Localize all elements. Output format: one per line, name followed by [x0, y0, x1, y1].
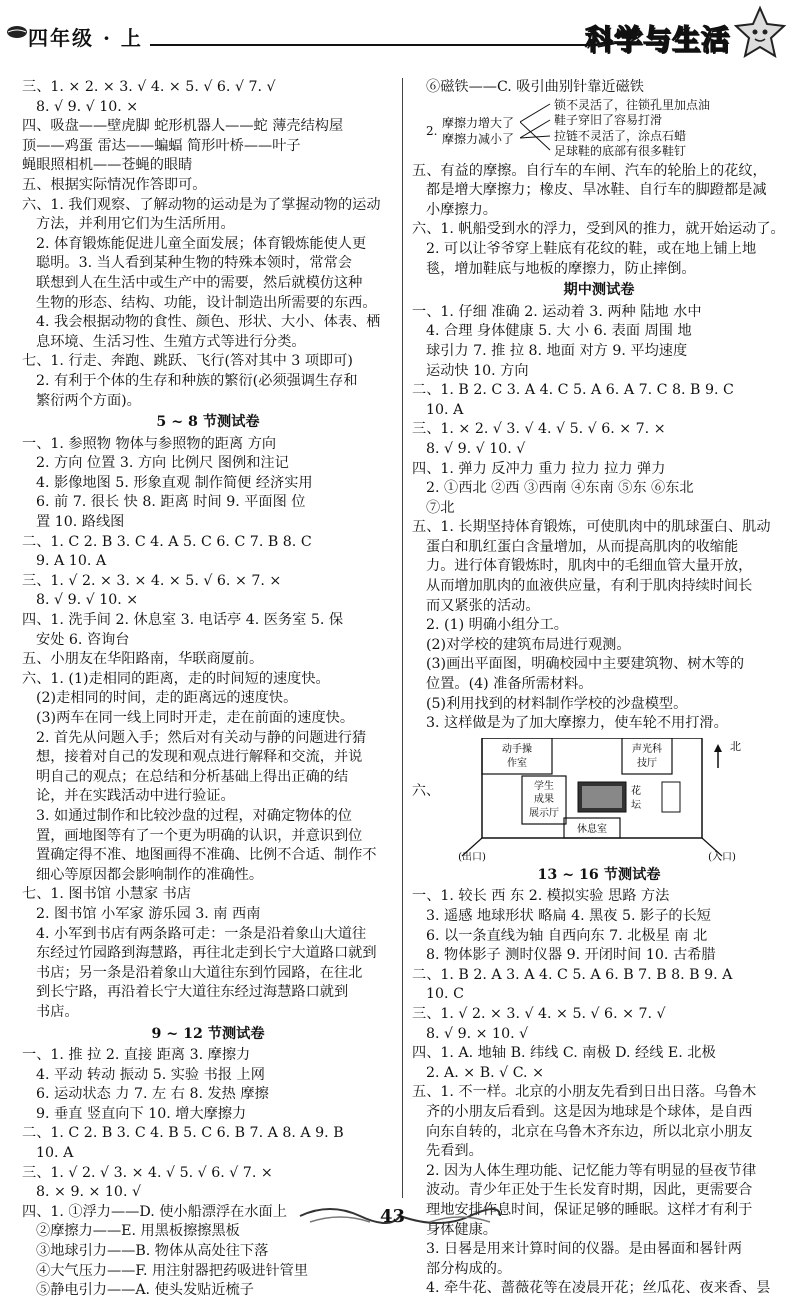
section-heading: 5 ~ 8 节测试卷: [156, 414, 260, 431]
answer-line: 四、1. 洗手间 2. 休息室 3. 电话亭 4. 医务室 5. 保: [22, 612, 344, 629]
column-divider: [402, 78, 403, 1198]
answer-line: 想，接着对自己的发现和观点进行解释和交流，并说: [36, 749, 363, 766]
answer-line: 小摩擦力。: [426, 201, 497, 218]
answer-line: 9. A 10. A: [36, 553, 107, 570]
north-label: 北: [730, 739, 741, 753]
grade-label: 四年级 · 上: [28, 26, 143, 50]
room-hands-on-2: 作室: [507, 757, 527, 769]
answer-line: 蝇眼照相机——苍蝇的眼睛: [22, 157, 193, 174]
leaf-icon: [6, 24, 28, 40]
star-mascot-icon: [732, 4, 788, 64]
answer-line: 而又紧张的活动。: [426, 597, 540, 614]
room-student-1: 学生: [534, 780, 554, 792]
room-rest: 休息室: [577, 823, 607, 835]
answer-line: 到长宁路，再沿着长宁大道往东经过海慧路口就到: [36, 984, 349, 1001]
answer-line: 一、1. 参照物 物体与参照物的距离 方向: [22, 435, 277, 452]
answer-line: 四、1. 弹力 反冲力 重力 拉力 拉力 弹力: [412, 460, 666, 477]
answer-line: 毯，增加鞋底与地板的摩擦力，防止摔倒。: [426, 260, 696, 277]
answer-line: 3. 日晷是用来计算时间的仪器。是由晷面和晷针两: [426, 1241, 742, 1258]
answer-line: 2. 图书馆 小军家 游乐园 3. 南 西南: [36, 905, 261, 922]
answer-line: 2. ①西北 ②西 ③西南 ④东南 ⑤东 ⑥东北: [426, 480, 694, 497]
answer-line: (2)对学校的建筑布局进行观测。: [426, 636, 631, 653]
right-mid-block: [412, 162, 786, 734]
answer-line: ④大气压力——F. 用注射器把药吸进针管里: [36, 1262, 309, 1279]
answer-line: 4. 影像地图 5. 形象直观 制作简便 经济实用: [36, 474, 313, 491]
answer-line: 论，并在实践活动中进行验证。: [36, 788, 235, 805]
match-right-4: 足球鞋的底部有很多鞋钉: [554, 143, 687, 158]
right-top-block: [412, 78, 786, 98]
answer-line: 8. √ 9. √ 10. ×: [36, 592, 139, 609]
answer-line: 繁衍两个方面)。: [36, 392, 141, 409]
answer-line: 2. (1) 明确小组分工。: [426, 617, 568, 634]
answer-line: 一、1. 较长 西 东 2. 模拟实验 思路 方法: [412, 888, 670, 905]
room-student-3: 展示厅: [529, 807, 559, 819]
room-student-2: 成果: [534, 793, 554, 805]
answer-line: 身体健康。: [426, 1221, 497, 1238]
answer-line: 二、1. C 2. B 3. C 4. B 5. C 6. B 7. A 8. A 9. B: [22, 1125, 344, 1142]
answer-line: 理地安排作息时间，保证足够的睡眠。这样才有利于: [426, 1201, 753, 1218]
answer-line: 五、根据实际情况作答即可。: [22, 176, 207, 193]
answer-line: 8. × 9. × 10. √: [36, 1184, 141, 1201]
answer-line: 部分构成的。: [426, 1260, 512, 1277]
answer-line: 2. A. × B. √ C. ×: [426, 1064, 544, 1081]
answer-line: 4. 平动 转动 振动 5. 实验 书报 上网: [36, 1066, 265, 1083]
answer-line: 五、1. 长期坚持体育锻炼，可使肌肉中的肌球蛋白、肌动: [412, 519, 771, 536]
answer-line: 8. √ 9. √ 10. √: [426, 440, 526, 457]
answer-line: 4. 小军到书店有两条路可走：一条是沿着象山大道往: [36, 925, 367, 942]
answer-line: 10. C: [426, 986, 464, 1003]
answer-line: 位置。(4) 准备所需材料。: [426, 676, 593, 693]
answer-line: 四、吸盘——壁虎脚 蛇形机器人——蛇 薄壳结构屋: [22, 118, 344, 135]
match-right-2: 鞋子穿旧了容易打滑: [554, 112, 663, 127]
answer-line: 二、1. B 2. C 3. A 4. C 5. A 6. A 7. C 8. B 9. C: [412, 382, 734, 399]
answer-line: 息环境、生活习性、生殖方式等进行分类。: [36, 333, 306, 350]
answer-line: 6. 运动状态 力 7. 左 右 8. 发热 摩擦: [36, 1086, 269, 1103]
page-header: [0, 0, 800, 70]
answer-line: 五、有益的摩擦。自行车的车闸、汽车的轮胎上的花纹，: [412, 162, 767, 179]
answer-line: 三、1. × 2. × 3. √ 4. × 5. √ 6. √ 7. √: [22, 79, 276, 95]
answer-line: 球引力 7. 推 拉 8. 地面 对方 9. 平均速度: [426, 342, 688, 359]
answer-line: ③地球引力——B. 物体从高处往下落: [36, 1243, 269, 1260]
answer-line: 3. 遥感 地球形状 略扁 4. 黑夜 5. 影子的长短: [426, 908, 711, 924]
section-heading: 期中测试卷: [563, 282, 635, 299]
answer-line: 六、1. 我们观察、了解动物的运动是为了掌握动物的运动: [22, 196, 381, 213]
answer-line: 2. 首先从问题入手；然后对有关动与静的问题进行猜: [36, 729, 367, 746]
answer-line: 细心等原因都会影响制作的准确性。: [36, 866, 264, 883]
answer-line: 力。进行体育锻炼时，肌肉中的毛细血管大量开放，: [426, 558, 753, 575]
answer-line: 书店。: [36, 1003, 79, 1020]
answer-line: 从而增加肌肉的血液供应量，有利于肌肉持续时间长: [426, 578, 753, 595]
answer-line: 齐的小朋友后看到。这是因为地球是个球体，是自西: [426, 1103, 753, 1120]
answer-line: 四、1. A. 地轴 B. 纬线 C. 南极 D. 经线 E. 北极: [412, 1045, 716, 1062]
answer-line: ⑦北: [426, 499, 455, 516]
match-lines: [520, 98, 552, 162]
answer-line: 顶——鸡蛋 雷达——蝙蝠 简形叶桥——叶子: [22, 137, 301, 154]
section-heading: 9 ~ 12 节测试卷: [151, 1025, 265, 1042]
match-num: 2.: [426, 123, 438, 138]
answer-line: 六、1. (1)走相同的距离，走的时间短的速度快。: [22, 670, 330, 687]
map-question-label: 六、: [412, 782, 440, 799]
answer-line: 向东自转的，北京在乌鲁木齐东边，所以北京小朋友: [426, 1123, 753, 1140]
answer-line: 先看到。: [426, 1143, 483, 1160]
answer-line: 8. 物体影子 测时仪器 9. 开闭时间 10. 古希腊: [426, 947, 716, 964]
answer-line: 3. 这样做是为了加大摩擦力，使车轮不用打滑。: [426, 715, 728, 732]
school-map: [412, 738, 786, 862]
answer-line: 四、1. ①浮力——D. 使小船漂浮在水面上: [22, 1203, 287, 1220]
right-column: [412, 78, 786, 1299]
answer-line: ②摩擦力——E. 用黑板擦擦黑板: [36, 1223, 240, 1240]
answer-line: 置，画地图等有了一个更为明确的认识，并意识到位: [36, 827, 363, 844]
answer-line: 方法，并利用它们为生活所用。: [36, 216, 235, 233]
answer-line: 一、1. 推 拉 2. 直接 距离 3. 摩擦力: [22, 1047, 251, 1064]
answer-line: 2. 方向 位置 3. 方向 比例尺 图例和注记: [36, 455, 289, 472]
answer-line: 五、小朋友在华阳路南，华联商厦前。: [22, 651, 264, 668]
answer-line: 三、1. √ 2. × 3. × 4. × 5. √ 6. × 7. ×: [22, 572, 282, 589]
answer-line: 2. 因为人体生理功能、记忆能力等有明显的昼夜节律: [426, 1162, 757, 1179]
school-plan-drawing: [452, 738, 752, 862]
answer-line: 七、1. 行走、奔跑、跳跃、飞行(答对其中 3 项即可): [22, 353, 353, 370]
entrance-label: (入口): [708, 851, 736, 862]
page-number: 43: [380, 1206, 406, 1227]
answer-line: 6. 前 7. 很长 快 8. 距离 时间 9. 平面图 位: [36, 494, 306, 511]
left-column: [22, 78, 394, 1301]
friction-matching: [412, 98, 786, 162]
answer-line: 都是增大摩擦力；橡皮、旱冰鞋、自行车的脚蹬都是减: [426, 182, 767, 199]
match-right-1: 锁不灵活了，往锁孔里加点油: [554, 97, 711, 112]
answer-line: 七、1. 图书馆 小慧家 书店: [22, 886, 191, 903]
answer-line: 8. √ 9. × 10. √: [426, 1025, 529, 1042]
match-right-3: 拉链不灵活了，涂点石蜡: [554, 128, 687, 143]
answer-line: 3. 如通过制作和比较沙盘的过程，对确定物体的位: [36, 807, 352, 824]
answer-line: 三、1. √ 2. × 3. √ 4. × 5. √ 6. × 7. √: [412, 1005, 666, 1022]
room-sound-light-1: 声光科: [632, 743, 662, 755]
answer-line: 六、1. 帆船受到水的浮力，受到风的推力，就开始运动了。: [412, 221, 785, 238]
answer-line: 10. A: [426, 401, 464, 418]
exit-label: (出口): [458, 851, 486, 862]
answer-line: 生物的形态、结构、功能，设计制造出所需要的东西。: [36, 294, 377, 311]
answer-line: 4. 牵牛花、蔷薇花等在凌晨开花；丝瓜花、夜来香、昙: [426, 1280, 771, 1297]
answer-line: 五、1. 不一样。北京的小朋友先看到日出日落。乌鲁木: [412, 1084, 757, 1101]
answer-line: (3)画出平面图，明确校园中主要建筑物、树木等的: [426, 656, 745, 673]
answer-line: (3)两车在同一线上同时开走，走在前面的速度快。: [36, 710, 355, 726]
answer-line: 书店；另一条是沿着象山大道往东到竹园路，在往北: [36, 964, 363, 981]
garden-char-1: 花: [631, 785, 641, 797]
answer-line: 波动。青少年正处于生长发育时期，因此，更需要合: [426, 1182, 753, 1199]
answer-line: 二、1. C 2. B 3. C 4. A 5. C 6. C 7. B 8. C: [22, 533, 312, 550]
answer-line: (5)利用找到的材料制作学校的沙盘模型。: [426, 695, 688, 712]
answer-line: 置 10. 路线图: [36, 514, 125, 531]
answer-line: 安处 6. 咨询台: [36, 631, 130, 648]
answer-line: 10. A: [36, 1145, 74, 1162]
answer-line: 东经过竹园路到海慧路，再往北走到长宁大道路口就到: [36, 945, 377, 962]
room-sound-light-2: 技厅: [637, 757, 657, 769]
answer-line: 二、1. B 2. A 3. A 4. C 5. A 6. B 7. B 8. B 9. A: [412, 966, 733, 983]
answer-line: 2. 可以让爷爷穿上鞋底有花纹的鞋，或在地上铺上地: [426, 240, 757, 257]
answer-line: 蛋白和肌红蛋白含量增加，从而提高肌肉的收缩能: [426, 538, 739, 555]
answer-line: ⑤静电引力——A. 使头发贴近梳子: [36, 1282, 254, 1299]
match-left-2: 摩擦力减小了: [442, 131, 515, 146]
room-hands-on-1: 动手操: [502, 743, 532, 755]
answer-line: 8. √ 9. √ 10. ×: [36, 98, 139, 115]
garden-char-2: 坛: [631, 799, 641, 811]
header-rule: [150, 44, 590, 46]
answer-line: 聪明。3. 当人看到某种生物的特殊本领时，常常会: [36, 255, 352, 272]
answer-line: (2)走相同的时间，走的距离远的速度快。: [36, 690, 298, 707]
answer-line: ⑥磁铁——C. 吸引曲别针靠近磁铁: [426, 79, 644, 95]
answer-line: 三、1. √ 2. √ 3. × 4. √ 5. √ 6. √ 7. ×: [22, 1164, 273, 1181]
answer-line: 4. 合理 身体健康 5. 大 小 6. 表面 周围 地: [426, 323, 692, 340]
answer-line: 2. 有利于个体的生存和种族的繁衍(必须强调生存和: [36, 372, 358, 389]
answer-line: 置确定得不准、地图画得不准确、比例不合适、制作不: [36, 847, 377, 864]
answer-line: 2. 体育锻炼能促进儿童全面发展；体育锻炼能使人更: [36, 235, 367, 252]
section-heading: 13 ~ 16 节测试卷: [537, 866, 661, 883]
answer-line: 一、1. 仔细 准确 2. 运动着 3. 两种 陆地 水中: [412, 303, 702, 320]
answer-line: 9. 垂直 竖直向下 10. 增大摩擦力: [36, 1105, 247, 1122]
answer-line: 联想到人在生活中或生产中的需要，然后就模仿这种: [36, 274, 363, 291]
answer-line: 运动快 10. 方向: [426, 362, 529, 379]
answer-line: 6. 以一条直线为轴 自西向东 7. 北极星 南 北: [426, 927, 708, 944]
match-left-1: 摩擦力增大了: [442, 115, 515, 130]
answer-line: 三、1. × 2. √ 3. √ 4. √ 5. √ 6. × 7. ×: [412, 421, 666, 438]
answer-line: 4. 我会根据动物的食性、颜色、形状、大小、体表、栖: [36, 314, 381, 331]
answer-line: 明自己的观点；在总结和分析基础上得出正确的结: [36, 768, 349, 785]
brand-title: 科学与生活: [584, 23, 730, 56]
